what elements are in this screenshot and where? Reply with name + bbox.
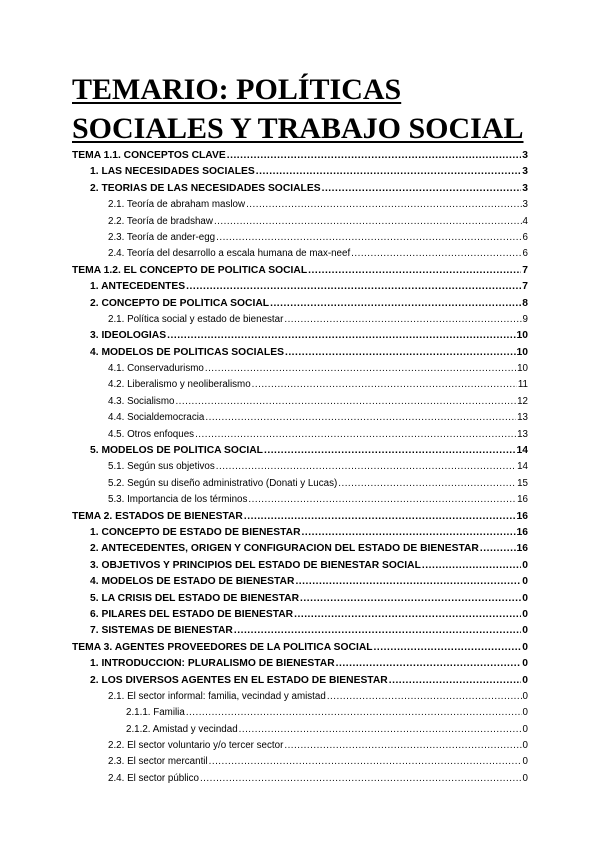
toc-entry-page-number: 0 [522,625,528,637]
toc-entry-page-number: 0 [522,559,528,571]
toc-entry-page-number: 7 [522,264,528,276]
toc-entry-label: 5. LA CRISIS DEL ESTADO DE BIENESTAR [90,592,300,604]
table-of-contents [72,150,528,789]
toc-leader-dots [214,216,522,227]
toc-leader-dots [252,379,517,390]
toc-entry-label: 1. ANTECEDENTES [90,281,186,293]
toc-entry-page-number: 13 [517,428,528,440]
toc-entry-label: 2. CONCEPTO DE POLÍTICA SOCIAL [90,297,270,309]
toc-entry-label: 2. TEORÍAS DE LAS NECESIDADES SOCIALES [90,182,321,194]
toc-leader-dots [322,183,522,194]
toc-leader-dots [389,675,522,686]
toc-entry-label: 2.1. Teoría de abraham maslow [108,199,246,211]
toc-entry[interactable] [72,511,528,527]
toc-entry[interactable] [72,232,528,248]
toc-entry-page-number: 10 [516,330,528,342]
toc-leader-dots [256,166,521,177]
toc-entry-page-number: 6 [522,248,528,260]
toc-entry-page-number: 9 [522,313,528,325]
toc-leader-dots [175,396,516,407]
toc-leader-dots [308,265,521,276]
toc-entry[interactable] [72,363,528,379]
toc-entry-label: 2.1.2. Amistad y vecindad [126,723,238,735]
toc-entry-label: 3. OBJETIVOS Y PRINCIPIOS DEL ESTADO DE BIENESTAR SOCIAL [90,559,421,571]
toc-entry-label: 1. LAS NECESIDADES SOCIALES [90,166,255,178]
toc-entry-label: 2.2. El sector voluntario y/o tercer sector [108,740,284,752]
toc-leader-dots [302,527,516,538]
toc-entry-label: 2. LOS DIVERSOS AGENTES EN EL ESTADO DE BIENESTAR [90,674,388,686]
toc-entry-page-number: 0 [522,608,528,620]
toc-leader-dots [209,756,522,767]
toc-entry-page-number: 0 [522,723,528,735]
toc-leader-dots [205,412,516,423]
toc-entry-label: 2.1.1. Familia [126,707,185,719]
toc-leader-dots [205,363,516,374]
toc-entry-page-number: 0 [522,772,528,784]
toc-entry-label: 4.4. Socialdemocracia [108,412,205,424]
toc-entry-label: 2. ANTECEDENTES, ORIGEN Y CONFIGURACIÓN DEL ESTADO DE BIENESTAR [90,543,479,555]
toc-entry-page-number: 6 [522,231,528,243]
toc-leader-dots [248,494,516,505]
toc-entry-page-number: 3 [522,182,528,194]
toc-leader-dots [186,281,521,292]
toc-entry-label: 4.3. Socialismo [108,395,175,407]
toc-entry-page-number: 0 [522,707,528,719]
toc-entry-label: 1. INTRODUCCIÓN: PLURALISMO DE BIENESTAR [90,658,335,670]
toc-entry-page-number: 0 [522,674,528,686]
toc-entry-label: TEMA 2. ESTADOS DE BIENESTAR [72,510,243,522]
toc-leader-dots [336,658,522,669]
toc-leader-dots [327,691,522,702]
toc-entry[interactable] [72,166,528,182]
toc-leader-dots [195,429,516,440]
toc-entry-page-number: 0 [522,576,528,588]
toc-leader-dots [244,511,516,522]
toc-entry[interactable] [72,593,528,609]
toc-entry[interactable] [72,494,528,510]
toc-entry[interactable] [72,707,528,723]
toc-entry[interactable] [72,314,528,330]
toc-entry[interactable] [72,740,528,756]
toc-entry-label: TEMA 1.1. CONCEPTOS CLAVE [72,150,226,161]
toc-entry-page-number: 3 [522,199,528,211]
toc-leader-dots [200,773,522,784]
toc-leader-dots [295,576,521,587]
toc-entry-page-number: 0 [522,740,528,752]
toc-entry-page-number: 15 [517,477,528,489]
toc-entry[interactable] [72,216,528,232]
toc-entry[interactable] [72,675,528,691]
toc-leader-dots [300,593,521,604]
toc-entry[interactable] [72,183,528,199]
toc-entry[interactable] [72,642,528,658]
toc-entry-page-number: 10 [517,363,528,375]
toc-entry-label: 3. IDEOLOGÍAS [90,330,167,342]
toc-entry[interactable] [72,396,528,412]
toc-entry-page-number: 8 [522,297,528,309]
toc-entry-label: 2.3. El sector mercantil [108,756,208,768]
toc-entry-label: TEMA 3. AGENTES PROVEEDORES DE LA POLÍTICA SOCIAL [72,641,373,653]
toc-entry-page-number: 12 [517,395,528,407]
toc-leader-dots [234,625,521,636]
toc-entry[interactable] [72,691,528,707]
toc-leader-dots [294,609,521,620]
toc-entry-page-number: 7 [522,281,528,293]
toc-entry-label: 4.5. Otros enfoques [108,428,195,440]
toc-entry[interactable] [72,773,528,789]
toc-entry[interactable] [72,379,528,395]
toc-entry-page-number: 10 [516,346,528,358]
toc-entry[interactable] [72,330,528,346]
toc-entry-page-number: 11 [517,379,528,391]
toc-entry[interactable] [72,248,528,264]
toc-entry-page-number: 16 [516,543,528,555]
toc-leader-dots [246,199,521,210]
toc-entry-label: 5.3. Importancia de los términos [108,494,248,506]
toc-entry[interactable] [72,412,528,428]
toc-entry[interactable] [72,445,528,461]
toc-entry[interactable] [72,429,528,445]
toc-entry-page-number: 3 [522,150,528,161]
toc-entry-page-number: 0 [522,690,528,702]
toc-entry-page-number: 16 [517,494,528,506]
toc-entry[interactable] [72,281,528,297]
toc-leader-dots [167,330,515,341]
toc-entry-page-number: 0 [522,658,528,670]
toc-entry-page-number: 14 [517,461,528,473]
toc-entry[interactable] [72,298,528,314]
toc-entry[interactable] [72,609,528,625]
toc-leader-dots [338,478,516,489]
toc-leader-dots [239,724,522,735]
toc-entry[interactable] [72,199,528,215]
toc-leader-dots [270,298,521,309]
toc-leader-dots [284,740,521,751]
toc-leader-dots [284,314,521,325]
toc-leader-dots [216,461,516,472]
toc-leader-dots [216,232,521,243]
toc-entry-label: 2.3. Teoría de ander-egg [108,231,216,243]
toc-entry[interactable] [72,347,528,363]
toc-entry-page-number: 4 [522,215,528,227]
toc-entry-label: 4.2. Liberalismo y neoliberalismo [108,379,251,391]
document-title: TEMARIO: POLÍTICAS SOCIALES Y TRABAJO SOCIAL [72,73,524,145]
toc-entry-page-number: 3 [522,166,528,178]
toc-entry-page-number: 16 [516,510,528,522]
toc-entry[interactable] [72,658,528,674]
toc-entry-label: 5. MODELOS DE POLÍTICA SOCIAL [90,445,263,457]
toc-entry-label: 5.2. Según su diseño administrativo (Donati y Lucas) [108,477,338,489]
toc-leader-dots [186,707,522,718]
toc-entry[interactable] [72,756,528,772]
toc-leader-dots [285,347,516,358]
toc-entry[interactable] [72,543,528,559]
toc-entry-label: 2.4. Teoría del desarrollo a escala humana de max-neef [108,248,351,260]
toc-entry-label: 1. CONCEPTO DE ESTADO DE BIENESTAR [90,526,301,538]
toc-leader-dots [351,248,521,259]
toc-entry-label: 5.1. Según sus objetivos [108,461,215,473]
toc-entry-label: 2.1. El sector informal: familia, vecindad y amistad [108,690,326,702]
toc-entry-page-number: 16 [516,526,528,538]
toc-leader-dots [264,445,516,456]
toc-leader-dots [480,543,516,554]
toc-entry[interactable] [72,560,528,576]
toc-entry[interactable] [72,527,528,543]
toc-entry-page-number: 0 [522,641,528,653]
toc-leader-dots [374,642,522,653]
toc-entry-label: TEMA 1.2. EL CONCEPTO DE POLÍTICA SOCIAL [72,264,308,276]
toc-entry-page-number: 13 [517,412,528,424]
toc-entry[interactable] [72,625,528,641]
toc-leader-dots [422,560,521,571]
toc-entry-label: 4.1. Conservadurismo [108,363,204,375]
toc-entry-label: 6. PILARES DEL ESTADO DE BIENESTAR [90,608,294,620]
toc-entry-label: 2.1. Política social y estado de bienestar [108,313,284,325]
toc-leader-dots [227,150,522,161]
toc-entry[interactable] [72,576,528,592]
toc-entry-label: 4. MODELOS DE ESTADO DE BIENESTAR [90,576,295,588]
toc-entry-page-number: 14 [516,445,528,457]
toc-entry[interactable] [72,478,528,494]
toc-entry-label: 2.4. El sector público [108,772,199,784]
toc-entry-label: 4. MODELOS DE POLÍTICAS SOCIALES [90,346,284,358]
toc-entry-page-number: 0 [522,756,528,768]
toc-entry[interactable] [72,150,528,166]
toc-entry-page-number: 0 [522,592,528,604]
toc-entry[interactable] [72,265,528,281]
toc-entry[interactable] [72,461,528,477]
toc-entry[interactable] [72,724,528,740]
toc-entry-label: 7. SISTEMAS DE BIENESTAR [90,625,233,637]
toc-entry-label: 2.2. Teoría de bradshaw [108,215,213,227]
